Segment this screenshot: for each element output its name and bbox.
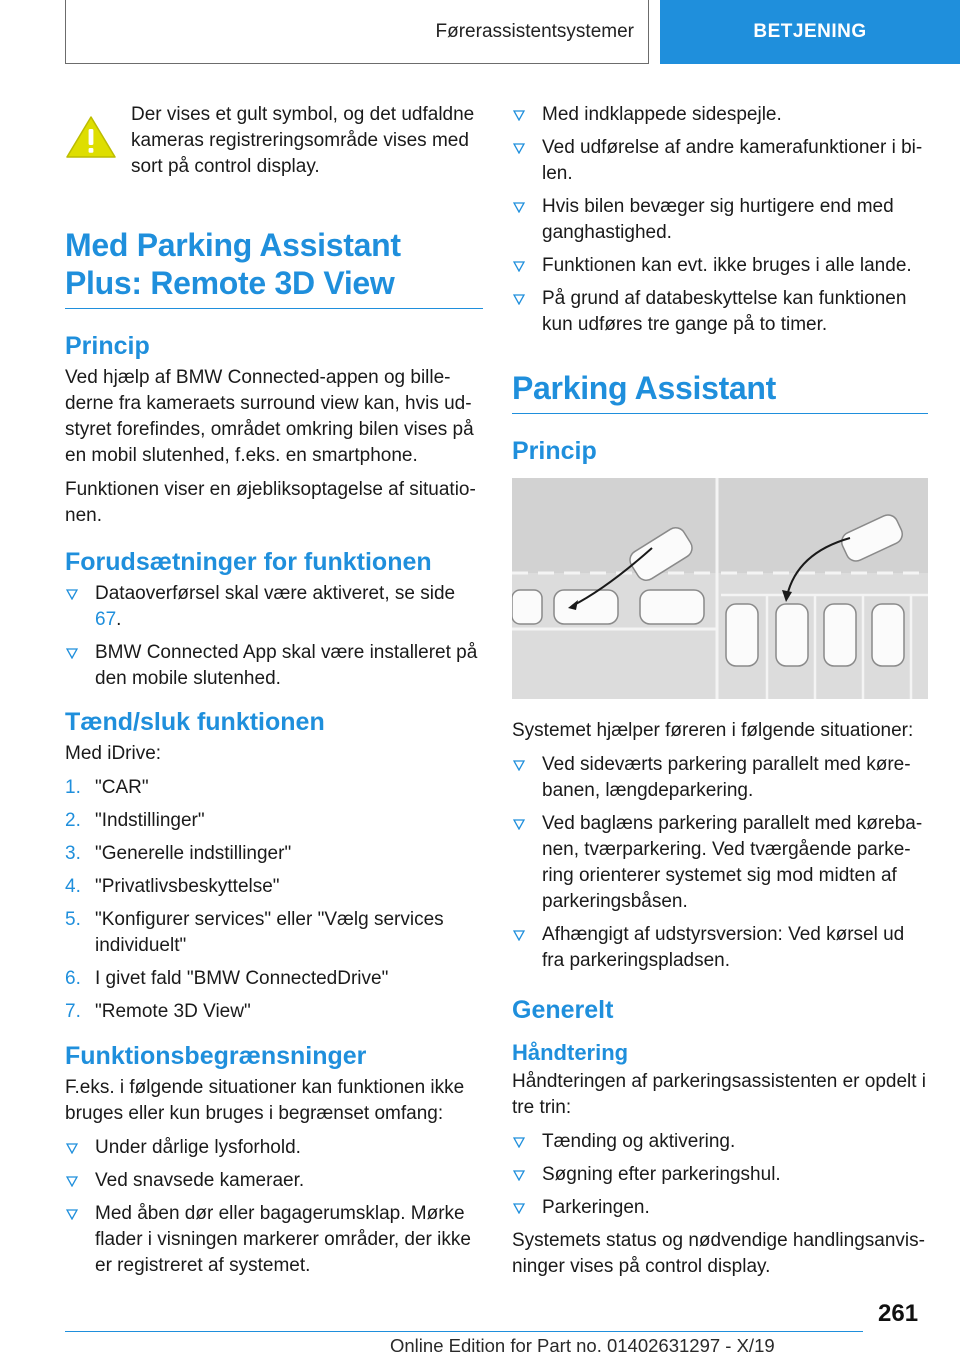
header-chapter-label: BETJENING <box>753 21 867 42</box>
page-number: 261 <box>878 1300 919 1327</box>
limitation-text: Ved snavsede kameraer. <box>95 1170 305 1191</box>
limitation-text: Under dårlige lysforhold. <box>95 1137 301 1158</box>
prereq-text-1-end: . <box>116 609 122 630</box>
triangle-bullet-icon <box>66 1176 78 1187</box>
list-item <box>512 253 928 279</box>
idrive-steps-list <box>65 775 483 1025</box>
step-text: I givet fald "BMW ConnectedDrive" <box>95 968 389 989</box>
list-item <box>65 907 483 959</box>
list-item <box>65 1168 483 1194</box>
limitation-text: Funktionen kan evt. ikke bruges i alle lande. <box>542 255 912 276</box>
triangle-bullet-icon <box>66 1209 78 1220</box>
list-item <box>65 775 483 801</box>
left-column <box>65 102 483 1286</box>
onoff-intro: Med iDrive: <box>65 743 162 764</box>
prerequisites-list <box>65 581 483 692</box>
list-item <box>512 1129 928 1155</box>
list-item <box>512 194 928 246</box>
limitation-text: Med åben dør eller bagagerumsklap. Mørke flader i visningen markerer områder, der ikke er registreret af systemet. <box>95 1203 471 1276</box>
step-number: 4. <box>65 876 81 897</box>
situation-text: Ved sideværts parkering parallelt med køre-banen, længdeparkering. <box>542 754 911 801</box>
step-number: 1. <box>65 777 81 798</box>
heading-limitations: Funktionsbegrænsninger <box>65 1042 367 1070</box>
step-text: "CAR" <box>95 777 149 798</box>
principle-paragraph-2: Funktionen viser en øjebliksoptagelse af situatio-nen. <box>65 479 476 526</box>
list-item <box>512 102 928 128</box>
heading-handling: Håndtering <box>512 1040 629 1065</box>
handling-intro: Håndteringen af parkeringsassistenten er opdelt i tre trin: <box>512 1071 927 1118</box>
heading-on-off: Tænd/sluk funktionen <box>65 708 325 736</box>
section-heading-remote-3d <box>65 226 483 309</box>
warning-note <box>65 102 483 180</box>
header-chapter-tab <box>660 0 960 64</box>
list-item <box>65 999 483 1025</box>
limitation-text: Ved udførelse af andre kamerafunktioner i bi-len. <box>542 137 923 184</box>
step-number: 2. <box>65 810 81 831</box>
right-column <box>512 102 928 1288</box>
system-intro: Systemet hjælper føreren i følgende situationer: <box>512 720 914 741</box>
heading-principle-right: Princip <box>512 437 597 465</box>
principle-paragraph-1: Ved hjælp af BMW Connected-appen og bille-derne fra kameraets surround view kan, hvis ud-styret forefindes, området omkring bilen vises på en mobil slutenhed, f.eks. en smartphone. <box>65 367 474 466</box>
heading-remote-3d-view: Med Parking Assistant Plus: Remote 3D View <box>65 227 401 301</box>
handling-step-text: Parkeringen. <box>542 1197 650 1218</box>
list-item <box>65 1201 483 1279</box>
situations-list <box>512 752 928 974</box>
parking-illustration <box>512 478 928 699</box>
triangle-bullet-icon <box>513 143 525 154</box>
step-text: "Indstillinger" <box>95 810 205 831</box>
step-text: "Generelle indstillinger" <box>95 843 292 864</box>
triangle-bullet-icon <box>513 930 525 941</box>
triangle-bullet-icon <box>513 202 525 213</box>
section-heading-parking-assistant <box>512 369 928 414</box>
handling-steps-list <box>512 1129 928 1221</box>
list-item <box>65 966 483 992</box>
triangle-bullet-icon <box>513 760 525 771</box>
triangle-bullet-icon <box>513 294 525 305</box>
header-section-title <box>65 0 649 64</box>
heading-parking-assistant: Parking Assistant <box>512 370 777 406</box>
triangle-bullet-icon <box>513 110 525 121</box>
limitations-list-continued <box>512 102 928 338</box>
step-number: 3. <box>65 843 81 864</box>
step-text: "Privatlivsbeskyttelse" <box>95 876 280 897</box>
heading-prerequisites: Forudsætninger for funktionen <box>65 548 432 576</box>
handling-step-text: Søgning efter parkeringshul. <box>542 1164 781 1185</box>
list-item <box>512 135 928 187</box>
list-item <box>65 581 483 633</box>
list-item <box>65 874 483 900</box>
status-text: Systemets status og nødvendige handlingsanvis-ninger vises på control display. <box>512 1230 925 1277</box>
step-number: 7. <box>65 1001 81 1022</box>
warning-text: Der vises et gult symbol, og det udfaldne kameras registreringsområde vises med sort på control display. <box>131 104 475 177</box>
footer-divider <box>65 1331 863 1332</box>
triangle-bullet-icon <box>513 1203 525 1214</box>
step-number: 6. <box>65 968 81 989</box>
footer-edition: Online Edition for Part no. 01402631297 - X/19 <box>390 1335 775 1356</box>
limitation-text: Hvis bilen bevæger sig hurtigere end med ganghastighed. <box>542 196 894 243</box>
limitations-list <box>65 1135 483 1279</box>
triangle-bullet-icon <box>513 819 525 830</box>
triangle-bullet-icon <box>513 1170 525 1181</box>
list-item <box>512 922 928 974</box>
limitation-text: Med indklappede sidespejle. <box>542 104 782 125</box>
limitations-intro: F.eks. i følgende situationer kan funktionen ikke bruges eller kun bruges i begrænset omfang: <box>65 1077 465 1124</box>
triangle-bullet-icon <box>513 261 525 272</box>
step-number: 5. <box>65 909 81 930</box>
list-item <box>65 1135 483 1161</box>
list-item <box>512 752 928 804</box>
step-text: "Remote 3D View" <box>95 1001 251 1022</box>
limitation-text: På grund af databeskyttelse kan funktionen kun udføres tre gange på to timer. <box>542 288 907 335</box>
triangle-bullet-icon <box>66 589 78 600</box>
prereq-text-2: BMW Connected App skal være installeret på den mobile slutenhed. <box>95 642 478 689</box>
triangle-bullet-icon <box>66 1143 78 1154</box>
triangle-bullet-icon <box>513 1137 525 1148</box>
list-item <box>512 811 928 915</box>
handling-step-text: Tænding og aktivering. <box>542 1131 736 1152</box>
situation-text: Ved baglæns parkering parallelt med køreba-nen, tværparkering. Ved tværgående parke-ring orienterer systemet sig mod midten af parkeringsbåsen. <box>542 813 923 912</box>
list-item <box>65 808 483 834</box>
situation-text: Afhængigt af udstyrsversion: Ved kørsel ud fra parkeringspladsen. <box>542 924 905 971</box>
header-section-label: Førerassistentsystemer <box>435 20 634 42</box>
warning-triangle-icon <box>65 114 117 160</box>
heading-general: Generelt <box>512 996 614 1024</box>
list-item <box>65 640 483 692</box>
prereq-text-1: Dataoverførsel skal være aktiveret, se side <box>95 583 456 604</box>
list-item <box>512 1195 928 1221</box>
list-item <box>512 286 928 338</box>
list-item <box>512 1162 928 1188</box>
heading-principle: Princip <box>65 332 150 360</box>
triangle-bullet-icon <box>66 648 78 659</box>
list-item <box>65 841 483 867</box>
page-link-67[interactable]: 67 <box>95 609 117 630</box>
step-text: "Konfigurer services" eller "Vælg services individuelt" <box>95 909 444 956</box>
